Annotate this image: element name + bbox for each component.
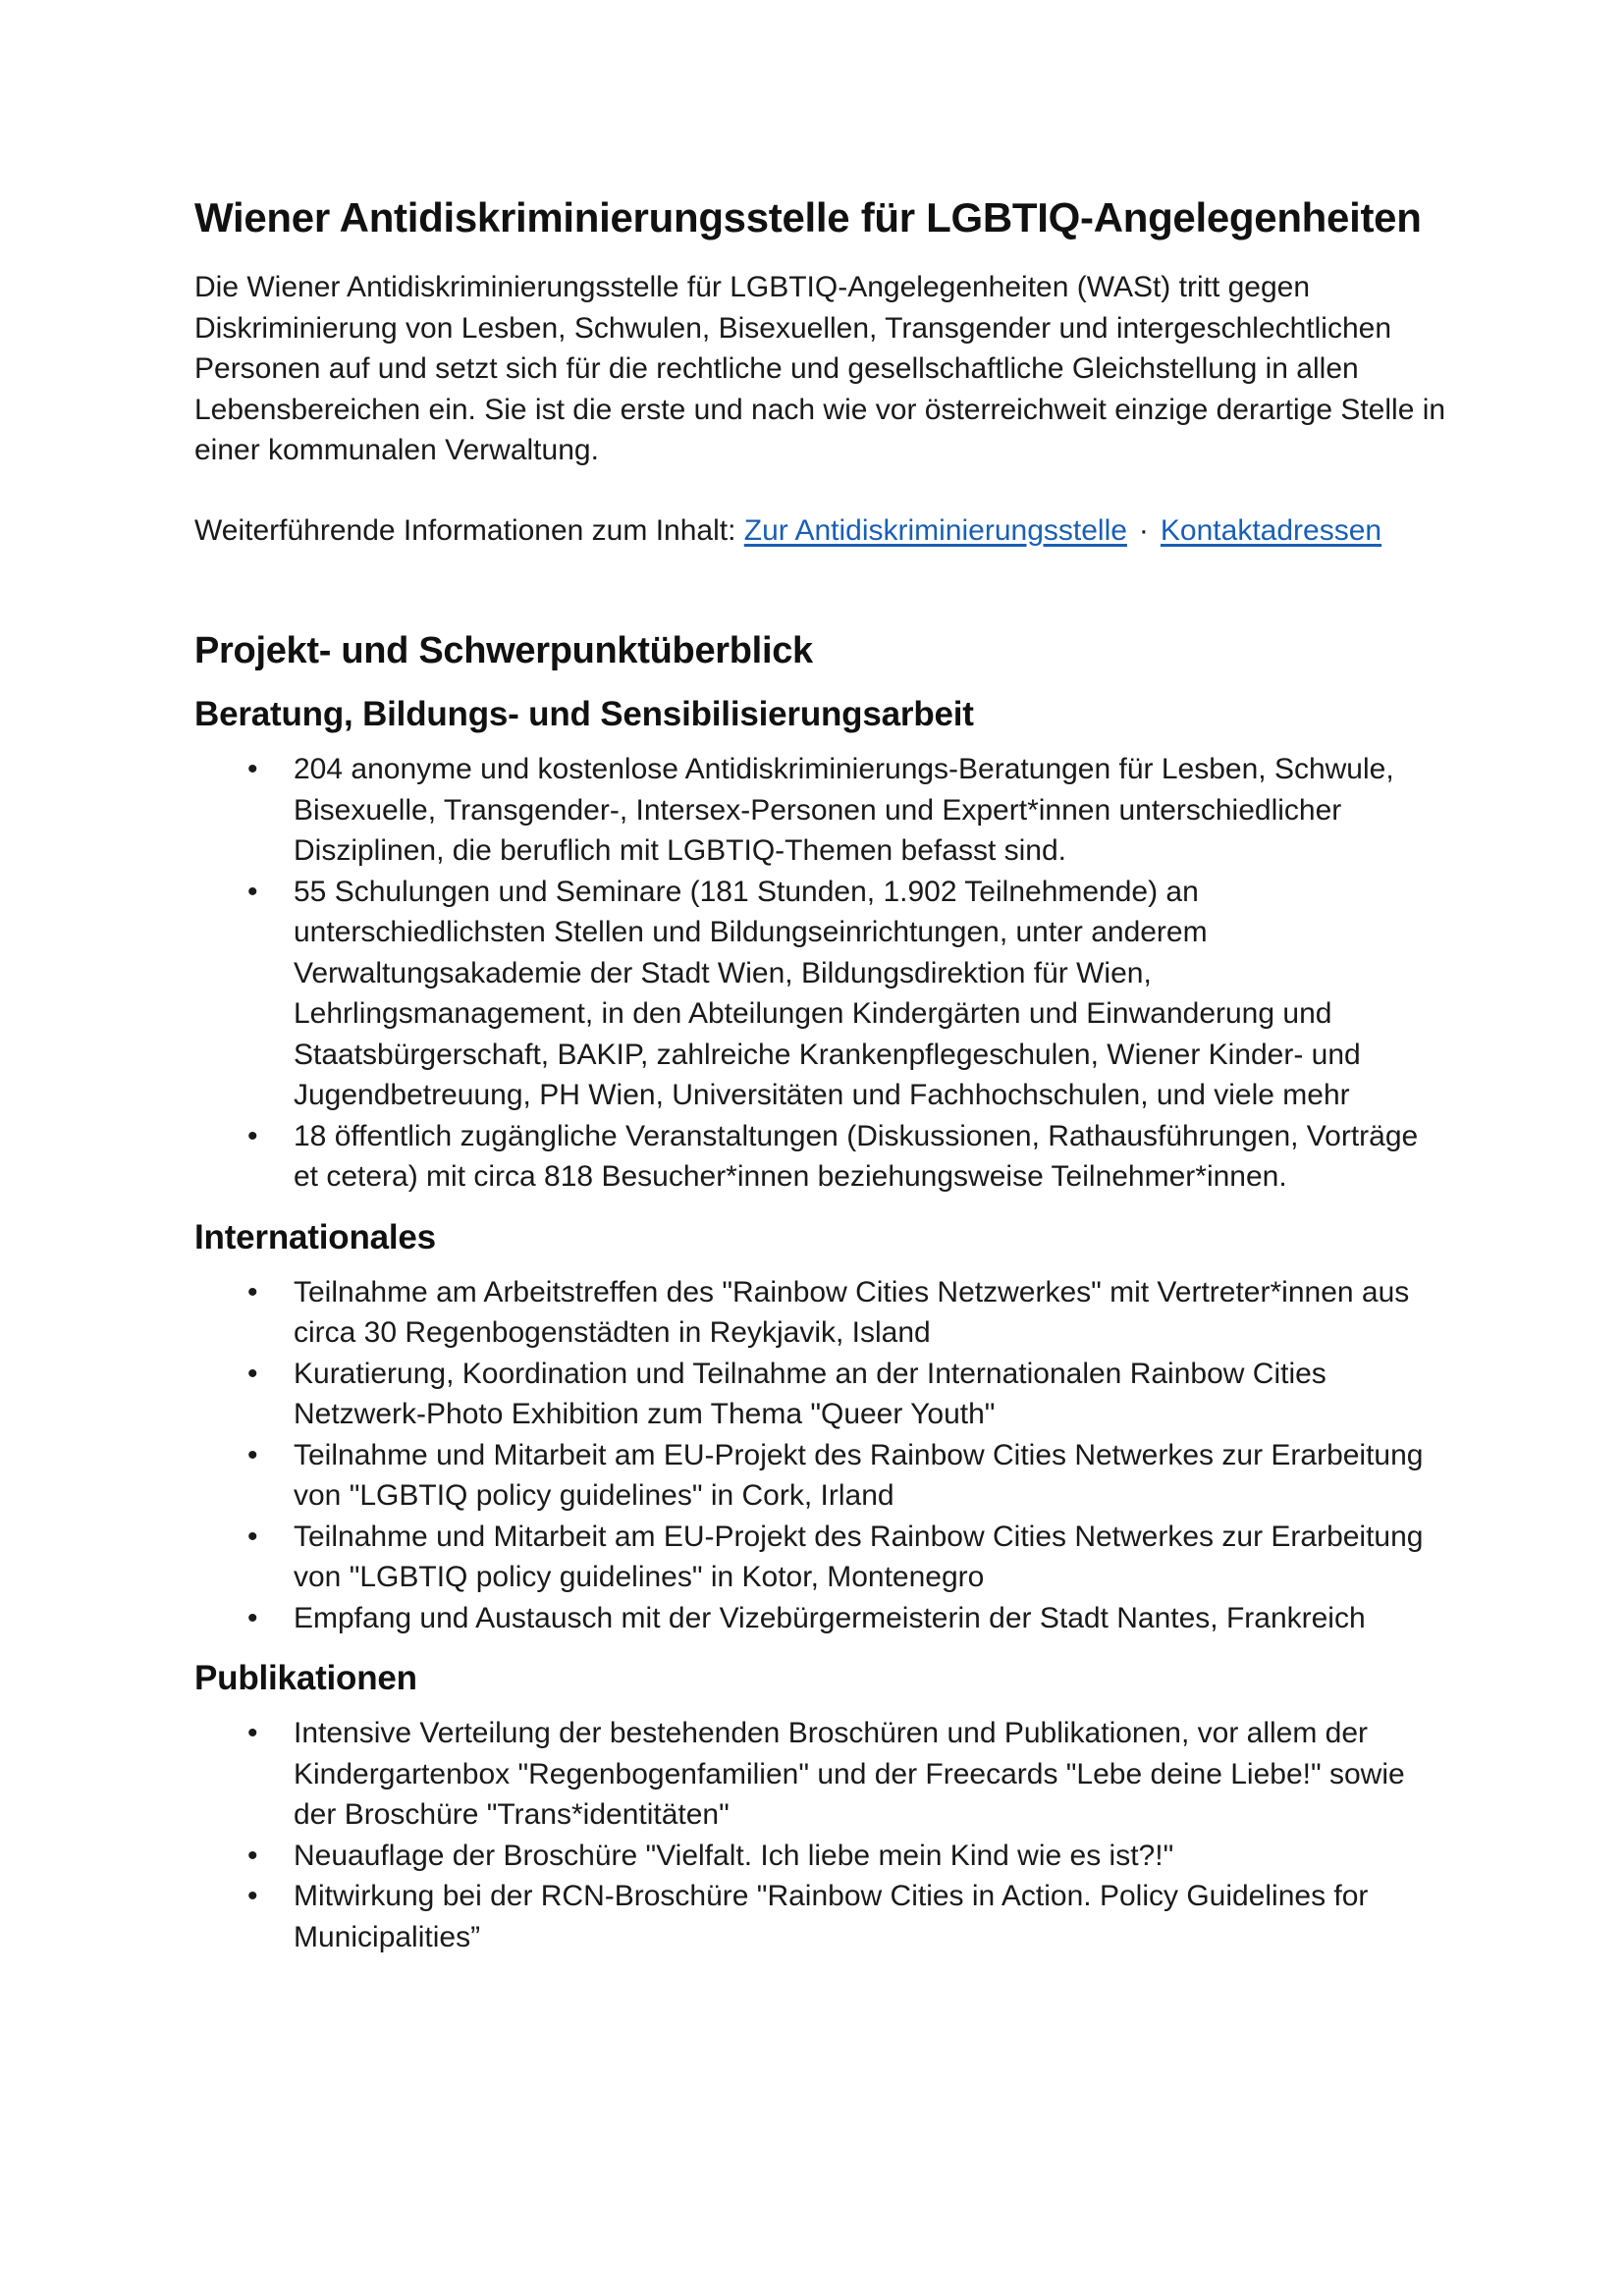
- link-separator: ·: [1138, 513, 1149, 547]
- bullet-icon: •: [247, 1717, 258, 1749]
- list-item: • 18 öffentlich zugängliche Veranstaltungen (Diskussionen, Rathausführungen, Vorträge et cetera) mit circa 818 Besucher*innen beziehungsweise Teilnehmer*innen.: [294, 1116, 1447, 1198]
- list-item: • Empfang und Austausch mit der Vizebürgermeisterin der Stadt Nantes, Frankreich: [294, 1598, 1447, 1639]
- contact-addresses-link[interactable]: Kontaktadressen: [1160, 513, 1382, 547]
- bullet-icon: •: [247, 875, 258, 908]
- antidiscrimination-office-link[interactable]: Zur Antidiskriminierungsstelle: [743, 513, 1127, 547]
- bullet-icon: •: [247, 1438, 258, 1471]
- list-item: • Mitwirkung bei der RCN-Broschüre "Rainbow Cities in Action. Policy Guidelines for Municipalities”: [294, 1876, 1447, 1957]
- bullet-icon: •: [247, 1880, 258, 1912]
- list-item: • 204 anonyme und kostenlose Antidiskriminierungs-Beratungen für Lesben, Schwule, Bisexuelle, Transgender-, Intersex-Personen und Expert*innen unterschiedlicher Disziplinen, die beruflich mit LGBTIQ-Themen befasst sind.: [294, 749, 1447, 872]
- bullet-icon: •: [247, 753, 258, 785]
- section-heading-publications: Publikationen: [194, 1659, 417, 1697]
- list-item: • 55 Schulungen und Seminare (181 Stunden, 1.902 Teilnehmende) an unterschiedlichsten Stellen und Bildungseinrichtungen, unter anderem Verwaltungsakademie der Stadt Wien, Bildungsdirektion für Wien, Lehrlingsmanagement, in den Abteilungen Kindergärten und Einwanderung und Staatsbürgerschaft, BAKIP, zahlreiche Krankenpflegeschulen, Wiener Kinder- und Jugendbetreuung, PH Wien, Universitäten und Fachhochschulen, und viele mehr: [294, 872, 1447, 1116]
- bullet-icon: •: [247, 1275, 258, 1308]
- international-list: [194, 1272, 1447, 1639]
- page-title: Wiener Antidiskriminierungsstelle für LGBTIQ-Angelegenheiten: [194, 194, 1422, 240]
- bullet-icon: •: [247, 1119, 258, 1152]
- list-item: • Teilnahme am Arbeitstreffen des "Rainbow Cities Netzwerkes" mit Vertreter*innen aus circa 30 Regenbogenstädten in Reykjavik, Island: [294, 1272, 1447, 1354]
- bullet-icon: •: [247, 1601, 258, 1634]
- bullet-icon: •: [247, 1357, 258, 1390]
- publications-list: [194, 1713, 1447, 1957]
- section-heading-counseling: Beratung, Bildungs- und Sensibilisierungsarbeit: [194, 695, 974, 733]
- list-item: • Teilnahme und Mitarbeit am EU-Projekt des Rainbow Cities Netwerkes zur Erarbeitung von "LGBTIQ policy guidelines" in Cork, Irland: [294, 1435, 1447, 1517]
- list-item: • Teilnahme und Mitarbeit am EU-Projekt des Rainbow Cities Netwerkes zur Erarbeitung von "LGBTIQ policy guidelines" in Kotor, Montenegro: [294, 1517, 1447, 1598]
- more-info-line: [194, 510, 1447, 552]
- list-item: • Neuauflage der Broschüre "Vielfalt. Ich liebe mein Kind wie es ist?!": [294, 1836, 1447, 1877]
- more-info-label: Weiterführende Informationen zum Inhalt:: [194, 513, 736, 547]
- intro-paragraph: Die Wiener Antidiskriminierungsstelle für LGBTIQ-Angelegenheiten (WASt) tritt gegen Diskriminierung von Lesben, Schwulen, Bisexuellen, Transgender und intergeschlechtlichen Personen auf und setzt sich für die rechtliche und gesellschaftliche Gleichstellung in allen Lebensbereichen ein. Sie ist die erste und nach wie vor österreichweit einzige derartige Stelle in einer kommunalen Verwaltung.: [194, 271, 1446, 466]
- counseling-list: [194, 749, 1447, 1198]
- list-item: • Intensive Verteilung der bestehenden Broschüren und Publikationen, vor allem der Kindergartenbox "Regenbogenfamilien" und der Freecards "Lebe deine Liebe!" sowie der Broschüre "Trans*identitäten": [294, 1713, 1447, 1836]
- list-item: • Kuratierung, Koordination und Teilnahme an der Internationalen Rainbow Cities Netzwerk-Photo Exhibition zum Thema "Queer Youth": [294, 1354, 1447, 1435]
- overview-heading: Projekt- und Schwerpunktüberblick: [194, 630, 813, 671]
- bullet-icon: •: [247, 1520, 258, 1553]
- bullet-icon: •: [247, 1839, 258, 1872]
- section-heading-international: Internationales: [194, 1217, 436, 1256]
